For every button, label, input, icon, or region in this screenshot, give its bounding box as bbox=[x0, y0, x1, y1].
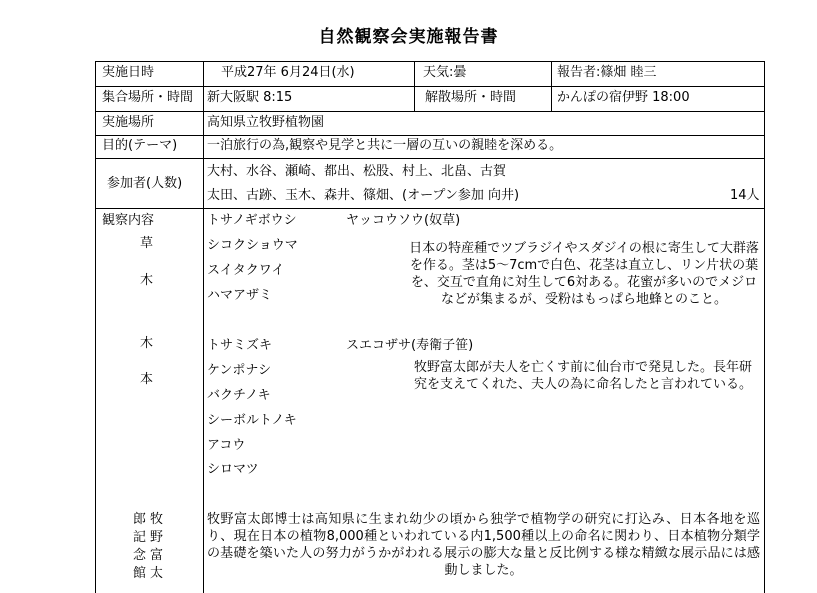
page-title: 自然観察会実施報告書 bbox=[318, 27, 499, 47]
reporter-value: 報告者:篠畑 睦三 bbox=[557, 65, 657, 80]
tree-label-1: 木 bbox=[140, 336, 154, 351]
observation-label: 観察内容 bbox=[102, 213, 155, 228]
participants-line-1: 大村、水谷、瀬崎、都出、松股、村上、北畠、古賀 bbox=[207, 164, 507, 179]
meet-value: 新大阪駅 8:15 bbox=[207, 90, 293, 105]
grass-label-1: 草 bbox=[140, 236, 154, 251]
grass-item: ハマアザミ bbox=[207, 288, 273, 303]
tree-item: シロマツ bbox=[207, 462, 259, 477]
tree-item: アコウ bbox=[207, 438, 246, 453]
tree-item: バクチノキ bbox=[207, 388, 271, 403]
museum-label-char: 館 bbox=[133, 566, 147, 581]
meet-label: 集合場所・時間 bbox=[102, 90, 194, 105]
grass-item: スイタクワイ bbox=[207, 263, 285, 278]
purpose-label: 目的(テーマ) bbox=[102, 138, 178, 153]
weather-value: 天気:曇 bbox=[423, 65, 467, 80]
place-value: 高知県立牧野植物園 bbox=[207, 115, 325, 130]
museum-label-char: 郎 bbox=[133, 512, 147, 527]
place-label: 実施場所 bbox=[102, 115, 155, 130]
tree-note: 牧野富太郎が夫人を亡くす前に仙台市で発見した。長年研究を支えてくれた、夫人の為に命名したと言われている。 bbox=[414, 360, 753, 392]
museum-label-char: 記 bbox=[133, 530, 147, 545]
museum-label-char: 念 bbox=[133, 548, 147, 563]
museum-label-char: 牧 bbox=[150, 512, 164, 527]
date-label: 実施日時 bbox=[102, 65, 155, 80]
grass-item: シコクショウマ bbox=[207, 238, 298, 253]
participants-line-2: 太田、古跡、玉木、森井、篠畑、(オープン参加 向井) bbox=[207, 188, 520, 203]
tree-item: シーボルトノキ bbox=[207, 413, 297, 428]
museum-label-char: 富 bbox=[150, 548, 164, 563]
museum-label-char: 太 bbox=[150, 566, 164, 581]
grass-label-2: 木 bbox=[140, 273, 154, 288]
participants-count: 14人 bbox=[730, 188, 760, 203]
museum-text: 牧野富太郎博士は高知県に生まれ幼少の頃から独学で植物学の研究に打込み、日本各地を巡り、現在日本の植物8,000種といわれている内1,500種以上の命名に関わり、日本植物分類学の基礎を築いた人の努力がうかがわれる展示の膨大な量と反比例する様な精緻な展示品には感動しました。 bbox=[207, 512, 760, 578]
grass-highlight: ヤッコウソウ(奴草) bbox=[346, 213, 461, 228]
museum-label-char: 野 bbox=[150, 530, 164, 545]
dismiss-label: 解散場所・時間 bbox=[425, 90, 517, 105]
date-value: 平成27年 6月24日(水) bbox=[221, 65, 355, 80]
tree-item: トサミズキ bbox=[207, 338, 273, 353]
tree-item: ケンポナシ bbox=[207, 363, 272, 378]
dismiss-value: かんぽの宿伊野 18:00 bbox=[557, 90, 690, 105]
grass-note: 日本の特産種でツブラジイやスダジイの根に寄生して大群落を作る。茎は5～7cmで白色、花茎は直立し、リン片状の葉を、交互で直角に対生して6対ある。花蜜が多いのでメジロなどが集まるが、受粉はもっぱら地蜂とのこと。 bbox=[409, 241, 759, 307]
purpose-value: 一泊旅行の為,観察や見学と共に一層の互いの親睦を深める。 bbox=[207, 138, 563, 153]
tree-highlight: スエコザサ(寿衛子笹) bbox=[346, 338, 474, 353]
grass-item: トサノギボウシ bbox=[207, 213, 297, 228]
tree-label-2: 本 bbox=[140, 372, 154, 387]
participants-label: 参加者(人数) bbox=[107, 176, 183, 191]
